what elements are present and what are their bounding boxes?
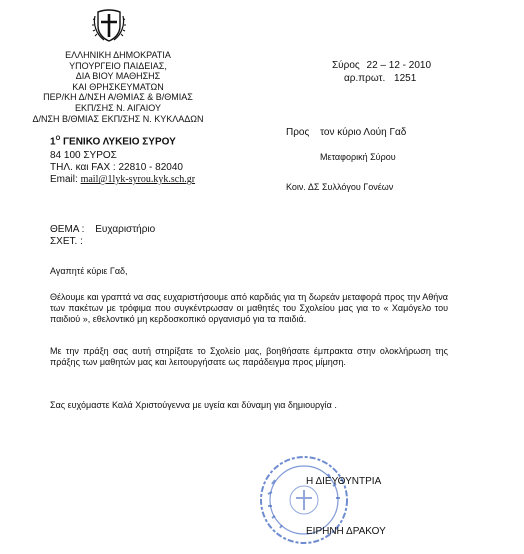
school-title-rest: ΓΕΝΙΚΟ ΛΥΚΕΙΟ ΣΥΡΟΥ — [60, 136, 176, 148]
protocol-label: αρ.πρωτ. — [344, 73, 386, 84]
school-phone: ΤΗΛ. και FAX : 22810 - 82040 — [50, 162, 183, 173]
body-paragraph: Θέλουμε και γραπτά να σας ευχαριστήσουμε από καρδιάς για τη δωρεάν μεταφορά προς την Αθήνα των πακέτων με τρόφιμα που συγκέντρωσαν οι μαθητές του Σχολείου μας για το « Χαμόγελο του παιδιού », εθελοντικό μη κερδοσκοπικό οργανισμό για τα παιδιά. — [50, 292, 448, 324]
protocol — [344, 73, 416, 85]
theme-label: ΘΕΜΑ : — [50, 224, 85, 235]
greek-coat-of-arms-icon — [92, 6, 126, 44]
ministry-line: ΚΑΙ ΘΡΗΣΚΕΥΜΑΤΩΝ — [72, 81, 164, 92]
reference-line: ΣΧΕΤ. : — [50, 236, 83, 247]
ministry-line: ΕΚΠ/ΣΗΣ Ν. ΑΙΓΑΙΟΥ — [75, 102, 161, 113]
place-label: Σύρος — [332, 60, 360, 71]
date-value: 22 – 12 - 2010 — [366, 60, 432, 71]
recipient-to — [286, 127, 406, 139]
to-name: τον κύριο Λούη Γαδ — [320, 127, 407, 138]
ministry-header — [30, 50, 206, 124]
body-paragraph: Με την πράξη σας αυτή στηρίξατε το Σχολείο μας, βοηθήσατε έμπρακτα στην ολοκλήρωση της πράξης των μαθητών μας και λειτουργήσατε ως παράδειγμα προς μίμηση. — [50, 346, 448, 367]
recipient-cc: Κοιν. ΔΣ Συλλόγου Γονέων — [286, 182, 394, 192]
ministry-line: ΠΕΡ/ΚΗ Δ/ΝΣΗ Α/ΘΜΙΑΣ & Β/ΘΜΙΑΣ — [43, 92, 193, 103]
email-link[interactable]: mail@1lyk-syrou.kyk.sch.gr — [80, 174, 196, 185]
recipient-company: Μεταφορική Σύρου — [320, 152, 396, 162]
body-paragraph: Σας ευχόμαστε Καλά Χριστούγεννα με υγεία και δύναμη για δημιουργία . — [50, 400, 337, 410]
place-date — [332, 60, 431, 72]
ministry-line: ΔΙΑ ΒΙΟΥ ΜΑΘΗΣΗΣ — [75, 71, 161, 82]
school-title-number: 1 — [50, 136, 56, 148]
school-title-sup: Ο — [55, 136, 61, 142]
ministry-line: ΕΛΛΗΝΙΚΗ ΔΗΜΟΚΡΑΤΙΑ — [65, 50, 171, 60]
subject-line — [50, 224, 155, 236]
school-title — [50, 136, 176, 147]
school-email — [50, 174, 195, 186]
greeting: Αγαπητέ κύριε Γαδ, — [50, 266, 128, 276]
ministry-line: Δ/ΝΣΗ Β/ΘΜΙΑΣ ΕΚΠ/ΣΗΣ Ν. ΚΥΚΛΑΔΩΝ — [32, 113, 204, 124]
email-label: Email: — [50, 174, 78, 185]
signature-title: Η ΔΙΕΥΘΥΝΤΡΙΑ — [306, 476, 382, 487]
signature-name: ΕΙΡΗΝΗ ΔΡΑΚΟΥ — [306, 526, 386, 537]
to-label: Προς — [286, 127, 310, 138]
protocol-number: 1251 — [394, 73, 417, 84]
theme-value: Ευχαριστήριο — [95, 224, 156, 235]
ministry-line: ΥΠΟΥΡΓΕΙΟ ΠΑΙΔΕΙΑΣ, — [69, 60, 167, 71]
school-postal: 84 100 ΣΥΡΟΣ — [50, 150, 117, 161]
